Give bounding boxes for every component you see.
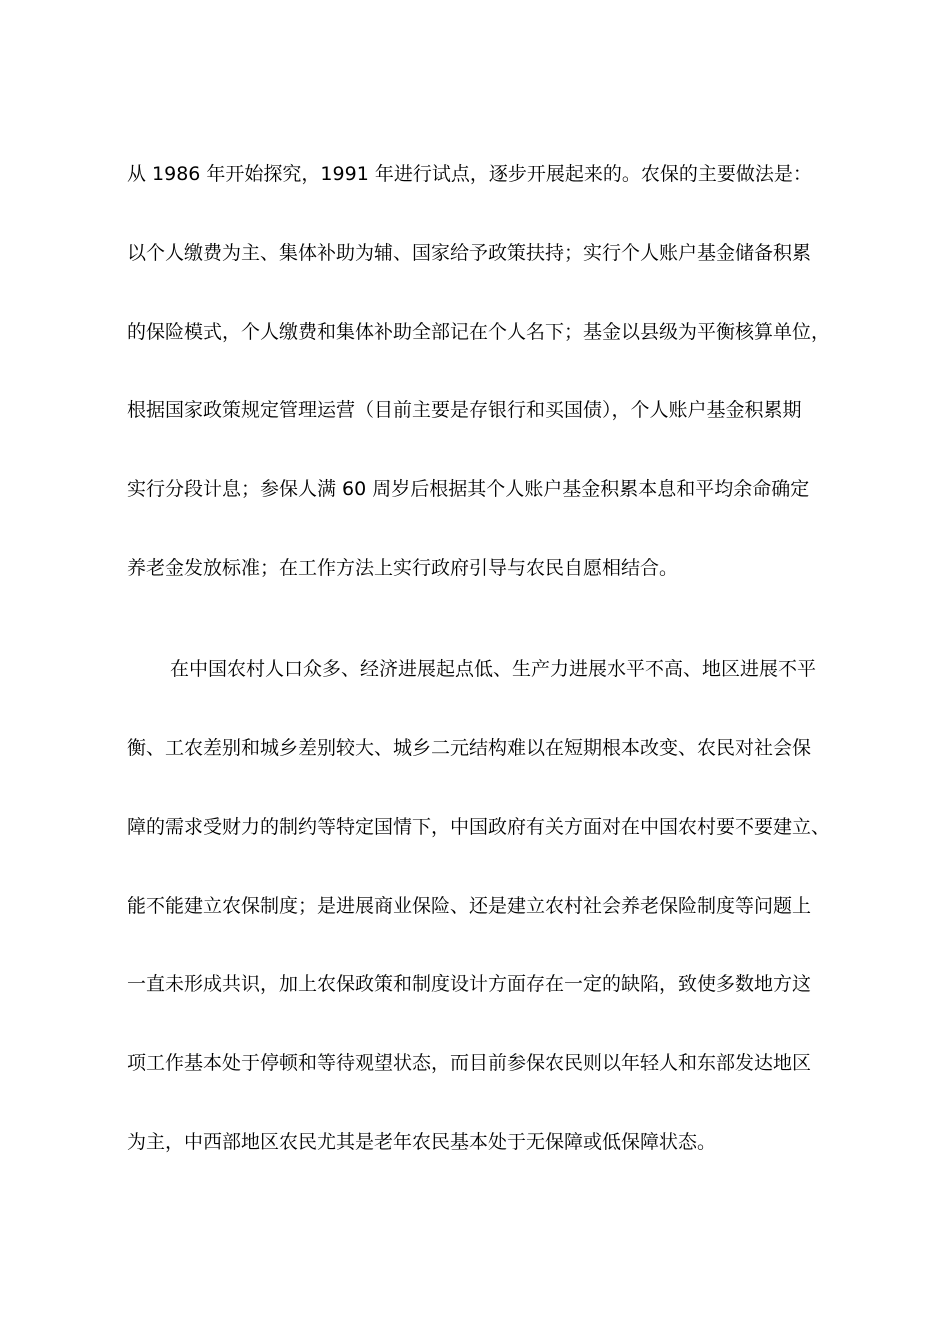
text-line: 实行分段计息；参保人满 60 周岁后根据其个人账户基金积累本息和平均余命确定 xyxy=(127,478,810,500)
text-line: 养老金发放标准；在工作方法上实行政府引导与农民自愿相结合。 xyxy=(127,557,679,579)
text-line: 的保险模式，个人缴费和集体补助全部记在个人名下；基金以县级为平衡核算单位， xyxy=(127,321,831,343)
text-line: 能不能建立农保制度；是进展商业保险、还是建立农村社会养老保险制度等问题上 xyxy=(127,895,812,917)
text-line: 衡、工农差别和城乡差别较大、城乡二元结构难以在短期根本改变、农民对社会保 xyxy=(127,737,812,759)
text-line: 障的需求受财力的制约等特定国情下，中国政府有关方面对在中国农村要不要建立、 xyxy=(127,816,831,838)
text-line: 根据国家政策规定管理运营（目前主要是存银行和买国债），个人账户基金积累期 xyxy=(127,399,802,421)
text-line: 从 1986 年开始探究，1991 年进行试点，逐步开展起来的。农保的主要做法是： xyxy=(127,163,812,185)
text-line: 为主，中西部地区农民尤其是老年农民基本处于无保障或低保障状态。 xyxy=(127,1131,717,1153)
text-line: 以个人缴费为主、集体补助为辅、国家给予政策扶持；实行个人账户基金储备积累 xyxy=(127,242,812,264)
text-line: 项工作基本处于停顿和等待观望状态，而目前参保农民则以年轻人和东部发达地区 xyxy=(127,1052,812,1074)
text-line: 在中国农村人口众多、经济进展起点低、生产力进展水平不高、地区进展不平 xyxy=(170,658,817,680)
text-line: 一直未形成共识，加上农保政策和制度设计方面存在一定的缺陷，致使多数地方这 xyxy=(127,973,812,995)
